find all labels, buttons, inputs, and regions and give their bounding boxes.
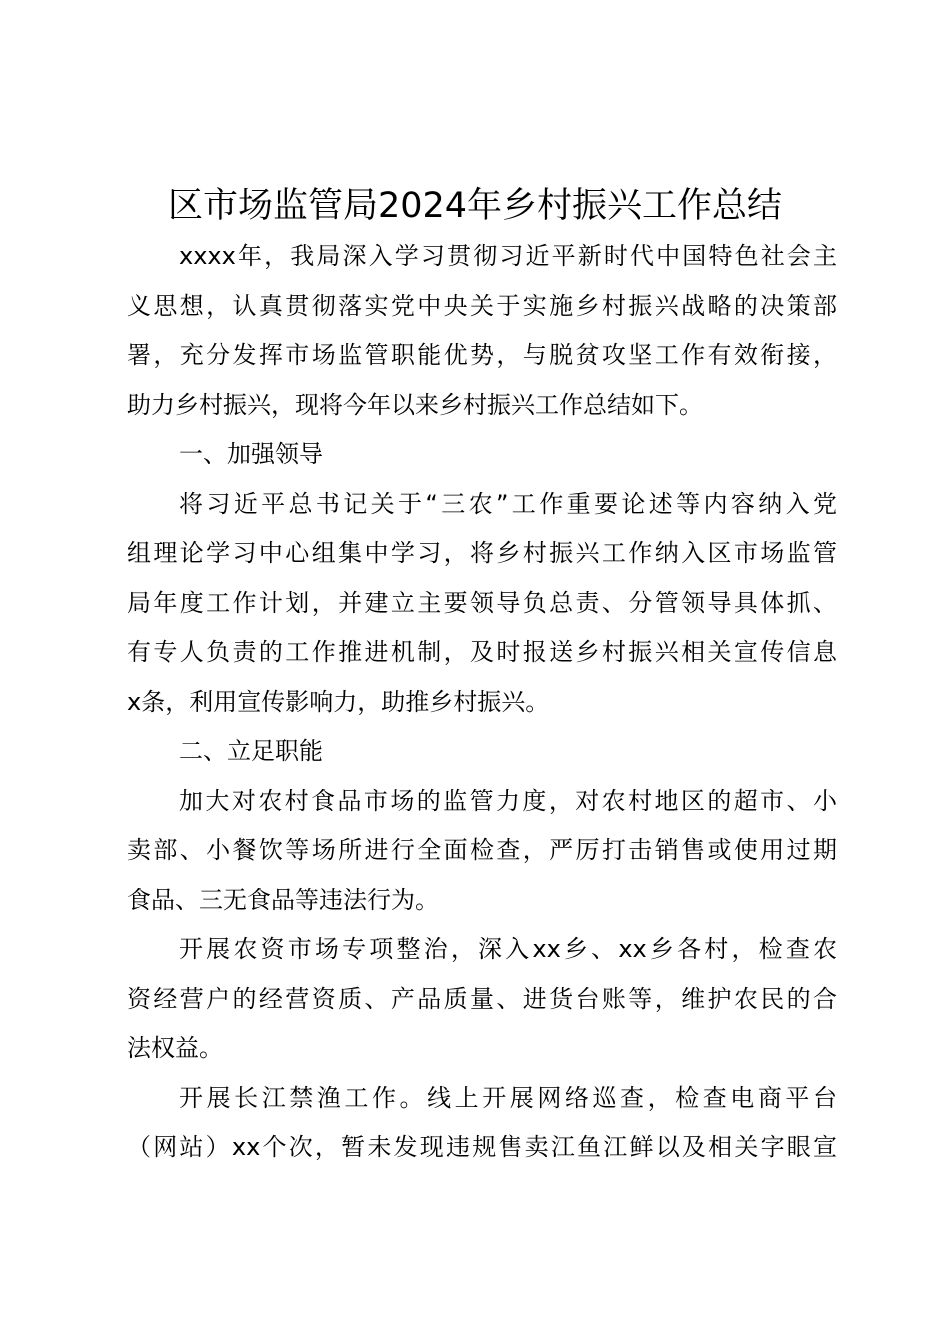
document-body [127,232,837,1173]
section-heading-2 [127,727,837,777]
text-line: 将习近平总书记关于“三农”工作重要论述等内容纳入党 [179,489,837,518]
section-heading: 一、加强领导 [179,440,323,468]
text-line: 资经营户的经营资质、产品质量、进货台账等，维护农民的合 [127,984,837,1013]
section-heading-1 [127,430,837,480]
paragraph-leadership [127,480,837,728]
paragraph-yangtze-fishing-ban [127,1074,837,1173]
text-line: 食品、三无食品等违法行为。 [127,885,439,914]
text-line: 开展农资市场专项整治，深入xx乡、xx乡各村，检查农 [179,935,837,963]
paragraph-intro [127,232,837,430]
text-line: 卖部、小餐饮等场所进行全面检查，严厉打击销售或使用过期 [127,836,837,864]
document-title: 区市场监管局2024年乡村振兴工作总结 [167,186,783,226]
text-line: 开展长江禁渔工作。线上开展网络巡查，检查电商平台 [179,1083,837,1112]
section-heading: 二、立足职能 [179,737,323,765]
text-line: 署，充分发挥市场监管职能优势，与脱贫攻坚工作有效衔接， [127,341,837,369]
text-line: 助力乡村振兴，现将今年以来乡村振兴工作总结如下。 [127,390,703,419]
paragraph-food-market [127,777,837,926]
text-line: 义思想，认真贯彻落实党中央关于实施乡村振兴战略的决策部 [127,291,837,320]
text-line: xxxx年，我局深入学习贯彻习近平新时代中国特色社会主 [179,242,837,270]
text-line: x条，利用宣传影响力，助推乡村振兴。 [127,687,550,716]
text-line: 加大对农村食品市场的监管力度，对农村地区的超市、小 [179,786,837,815]
text-line: 组理论学习中心组集中学习，将乡村振兴工作纳入区市场监管 [127,539,837,567]
text-line: （网站）xx个次，暂未发现违规售卖江鱼江鲜以及相关字眼宣 [127,1133,837,1161]
text-line: 有专人负责的工作推进机制，及时报送乡村振兴相关宣传信息 [127,638,837,666]
text-line: 局年度工作计划，并建立主要领导负总责、分管领导具体抓、 [127,588,837,617]
paragraph-agri-supplies [127,925,837,1074]
text-line: 法权益。 [127,1034,223,1062]
